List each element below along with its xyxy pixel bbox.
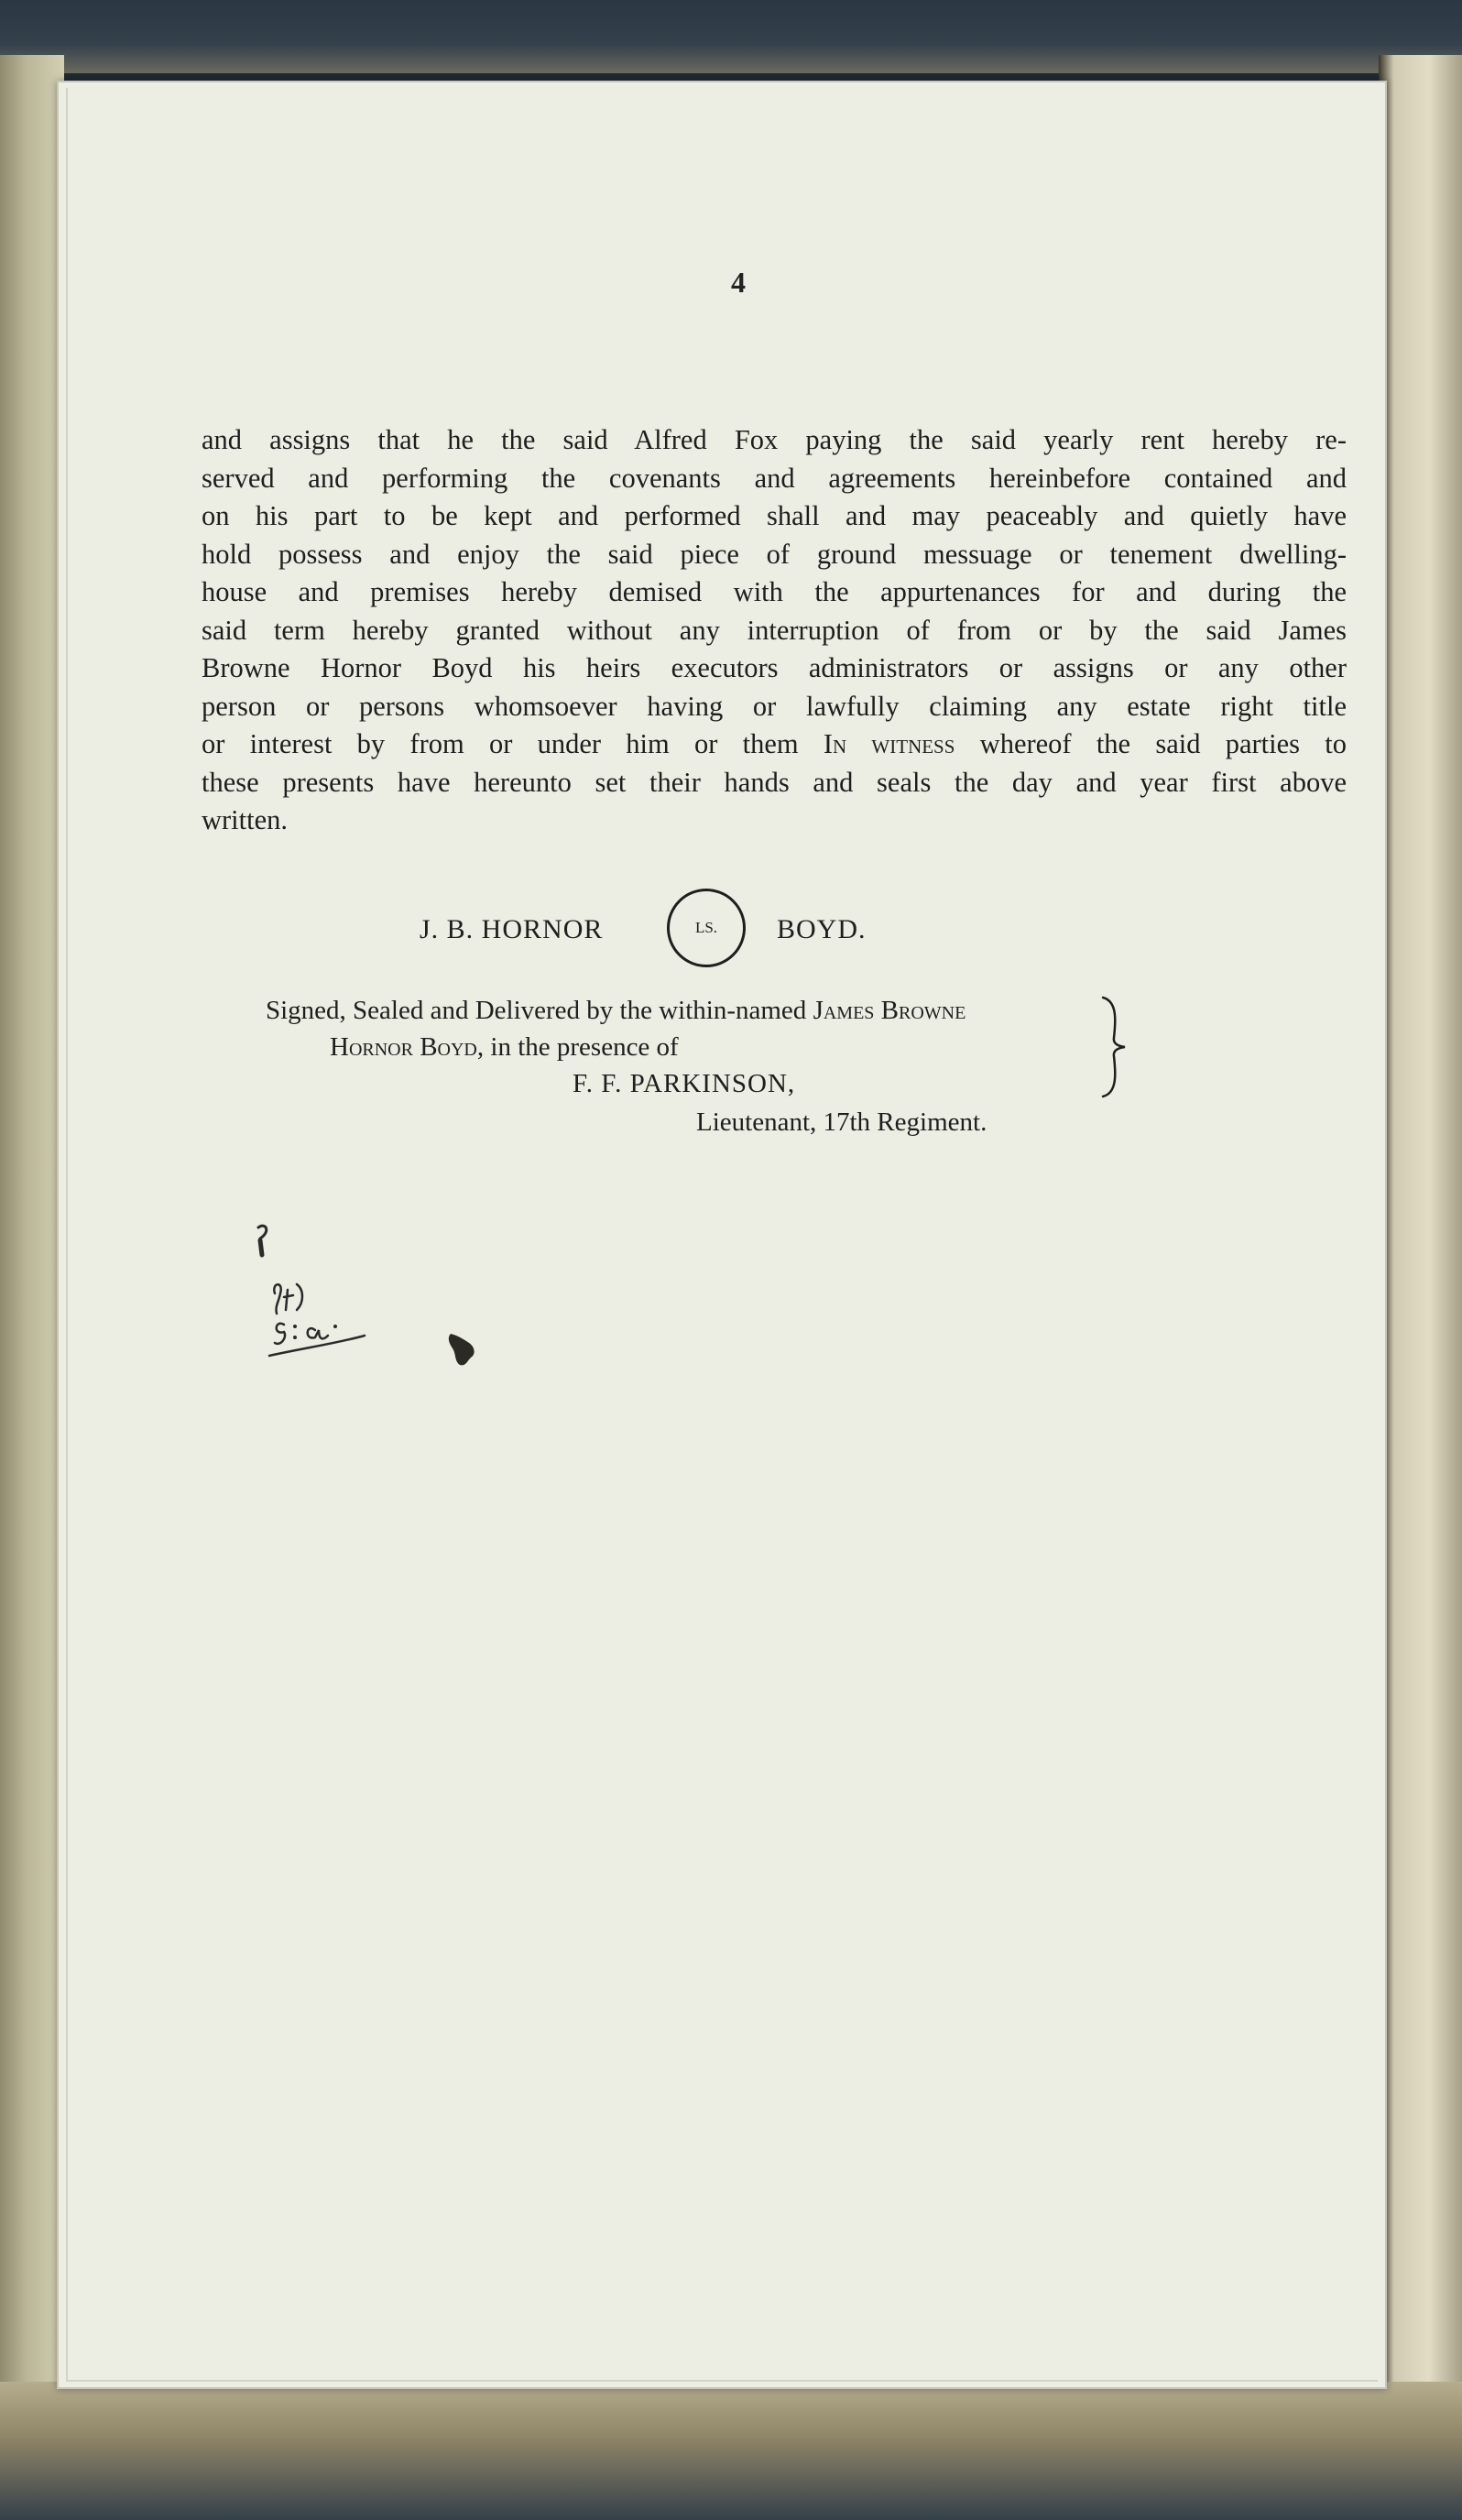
line9-before: or interest by from or under him or them [202, 728, 824, 759]
seal-label: LS. [694, 919, 718, 936]
witness-title: Lieutenant, 17th Regiment. [696, 1107, 987, 1137]
body-line: Browne Hornor Boyd his heirs executors administrators or assigns or any other [202, 652, 1347, 683]
attestation-line-2 [330, 1032, 679, 1063]
body-line: house and premises hereby demised with the appurtenances for and during the [202, 576, 1347, 607]
body-line: and assigns that he the said Alfred Fox paying the said yearly rent hereby re- [202, 424, 1347, 455]
right-brace-icon [1097, 994, 1134, 1099]
ink-blot-icon [445, 1330, 478, 1369]
attestation-clause [266, 996, 1182, 1151]
body-line: said term hereby granted without any interruption of from or by the said James [202, 614, 1347, 646]
seal-circle [667, 889, 746, 967]
in-witness-phrase: In witness [823, 728, 955, 759]
deed-body-text [202, 421, 1347, 840]
page-number: 4 [731, 266, 746, 299]
book-binding-edge [0, 55, 64, 2437]
attestation-prefix: Signed, Sealed and Delivered by the within-named [266, 996, 813, 1025]
body-line: served and performing the covenants and agreements hereinbefore contained and [202, 462, 1347, 494]
handwritten-annotation-icon [247, 1218, 394, 1383]
body-line: on his part to be kept and performed shall and may peaceably and quietly have [202, 500, 1347, 531]
attestation-line-1 [266, 996, 966, 1026]
body-line-witness-clause [202, 725, 1347, 764]
book-cover-top [0, 0, 1462, 73]
signatory-name-first: James Browne [813, 996, 966, 1025]
adjacent-page-edge [1379, 55, 1462, 2473]
signatory-name-last: Hornor Boyd [330, 1032, 477, 1062]
body-line: written. [202, 804, 289, 835]
signature-name-left: J. B. HORNOR [420, 914, 604, 944]
body-line: these presents have hereunto set their hands and seals the day and year first above [202, 766, 1347, 798]
witness-name: F. F. PARKINSON, [573, 1069, 796, 1098]
book-bottom-edge [0, 2382, 1462, 2520]
body-line: hold possess and enjoy the said piece of ground messuage or tenement dwelling- [202, 538, 1347, 570]
line9-after: whereof the said parties to [955, 728, 1347, 759]
body-line: person or persons whomsoever having or lawfully claiming any estate right title [202, 690, 1347, 722]
attestation-suffix: , in the presence of [476, 1032, 679, 1062]
signature-block [0, 889, 1462, 980]
signature-name-right: BOYD. [777, 914, 867, 944]
